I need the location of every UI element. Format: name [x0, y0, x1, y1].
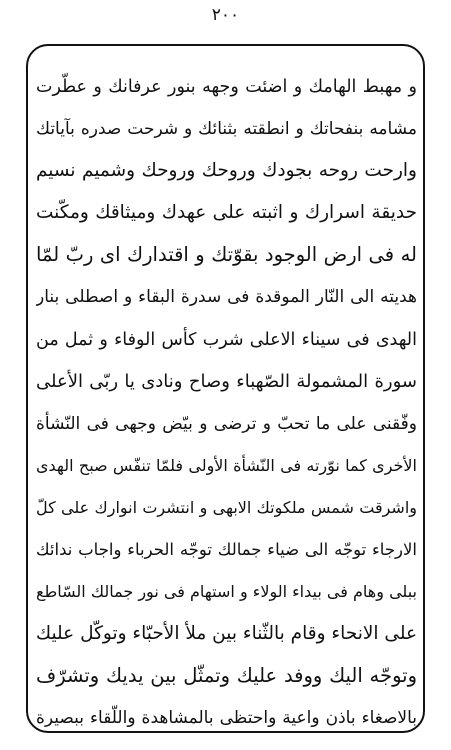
text-line: واشرقت شمس ملكوتك الابهى و انتشرت انوارك على كلّ: [36, 497, 417, 517]
text-line: سورة المشمولة الصّهباء وصاح ونادى يا ربّى الأعلى: [36, 370, 417, 392]
text-line: مشامه بنفحاتك و انطقته بثنائك و شرحت صدره بآياتك: [36, 119, 417, 140]
text-line: وارحت روحه بجودك وروحك وروحك وشميم نسيم: [36, 160, 417, 182]
text-line: ببلى وهام فى بيداء الولاء و استهام فى نور جمالك السّاطع: [36, 582, 417, 602]
text-line: هديته الى النّار الموقدة فى سدرة البقاء و اصطلى بنار: [36, 287, 417, 308]
text-line: الأخرى كما نوّرته فى النّشأة الأولى فلمّا تنفّس صبح الهدى: [36, 455, 417, 475]
text-line: على الانحاء وقام بالثّناء بين ملأ الأحبّاء وتوكّل عليك: [36, 623, 417, 645]
text-line: وتوجّه اليك ووفد عليك وتمثّل بين يديك وتشرّف: [36, 664, 417, 688]
text-line: و مهبط الهامك و اضئت وجهه بنور عرفانك و عطّرت: [36, 77, 417, 97]
text-line: حديقة اسرارك و اثبته على عهدك وميثاقك ومكّنت: [36, 202, 417, 224]
prayer-text-block: [36, 66, 417, 740]
text-line: وفّقنى على ما تحبّ و ترضى و بيّض وجهى فى النّشأة: [36, 413, 417, 434]
page-number: ۲۰۰: [211, 5, 240, 25]
text-line: الارجاء توجّه الى ضياء جمالك توجّه الحرباء واجاب ندائك: [36, 540, 417, 560]
text-line: له فى ارض الوجود بقوّتك و اقتدارك اى ربّ لمّا: [36, 243, 417, 267]
text-line: بالاصغاء باذن واعية واحتظى بالمشاهدة واللّقاء ببصيرة: [36, 708, 417, 729]
text-line: الهدى فى سيناء الاعلى شرب كأس الوفاء و ثمل من: [36, 329, 417, 350]
